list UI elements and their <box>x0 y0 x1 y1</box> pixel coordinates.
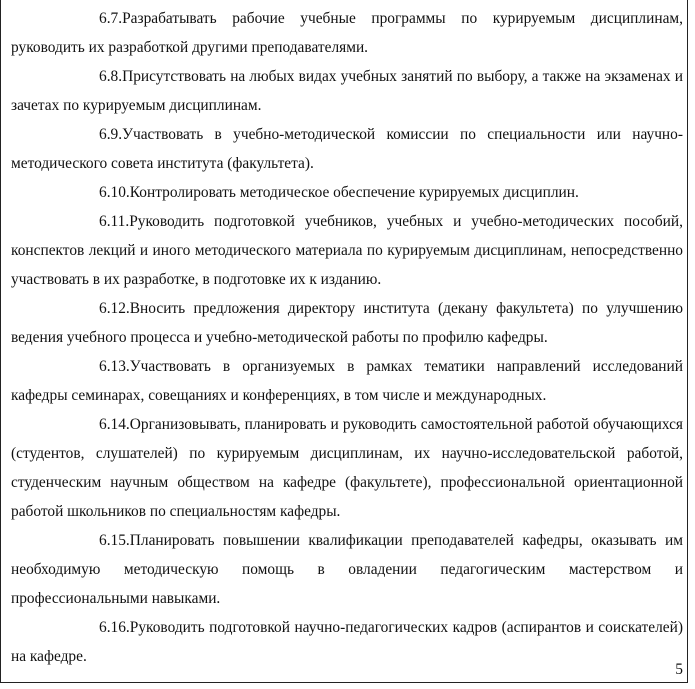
item-text: Планировать повышении квалификации преподавателей кафедры, оказывать им необходимую методическую помощь в овладении педагогическим мастерством и профессиональными навыками. <box>11 532 683 607</box>
item-text: Разрабатывать рабочие учебные программы по курируемым дисциплинам, руководить их разработкой другими преподавателями. <box>11 10 683 56</box>
item-text: Вносить предложения директору института (декану факультета) по улучшению ведения учебного процесса и учебно-методической работы по профилю кафедры. <box>11 300 683 346</box>
list-item <box>11 613 683 671</box>
list-item <box>11 352 683 410</box>
list-item <box>11 207 683 294</box>
item-number: 6.7. <box>99 10 123 27</box>
item-number: 6.15. <box>99 532 130 549</box>
list-item <box>11 410 683 526</box>
item-number: 6.11. <box>99 213 130 230</box>
list-item <box>11 62 683 120</box>
item-text: Участвовать в организуемых в рамках тематики направлений исследований кафедры семинарах, совещаниях и конференциях, в том числе и международных. <box>11 358 683 404</box>
list-item <box>11 526 683 613</box>
item-number: 6.14. <box>99 416 130 433</box>
item-text: Контролировать методическое обеспечение курируемых дисциплин. <box>129 184 579 201</box>
item-text: Организовывать, планировать и руководить самостоятельной работой обучающихся (студентов, слушателей) по курируемым дисциплинам, их научно-исследовательской работой, студенческим научным обществом на кафедре (факультете), профессиональной ориентационной работой школьников по специальностям кафедры. <box>11 416 683 520</box>
list-item <box>11 120 683 178</box>
item-number: 6.13. <box>99 358 130 375</box>
item-text: Присутствовать на любых видах учебных занятий по выбору, а также на экзаменах и зачетах по курируемым дисциплинам. <box>11 68 683 114</box>
item-text: Руководить подготовкой учебников, учебных и учебно-методических пособий, конспектов лекций и иного методического материала по курируемым дисциплинам, непосредственно участвовать в их разработке, в подготовке их к изданию. <box>11 213 683 288</box>
item-text: Участвовать в учебно-методической комиссии по специальности или научно-методического совета института (факультета). <box>11 126 683 172</box>
list-item <box>11 294 683 352</box>
item-number: 6.10. <box>99 184 130 201</box>
item-text: Руководить подготовкой научно-педагогических кадров (аспирантов и соискателей) на кафедре. <box>11 619 683 665</box>
item-number: 6.16. <box>99 619 130 636</box>
item-number: 6.8. <box>99 68 123 85</box>
item-number: 6.9. <box>99 126 123 143</box>
item-number: 6.12. <box>99 300 130 317</box>
document-body <box>11 4 683 671</box>
list-item <box>11 4 683 62</box>
page-number: 5 <box>675 661 683 678</box>
list-item <box>11 178 683 207</box>
